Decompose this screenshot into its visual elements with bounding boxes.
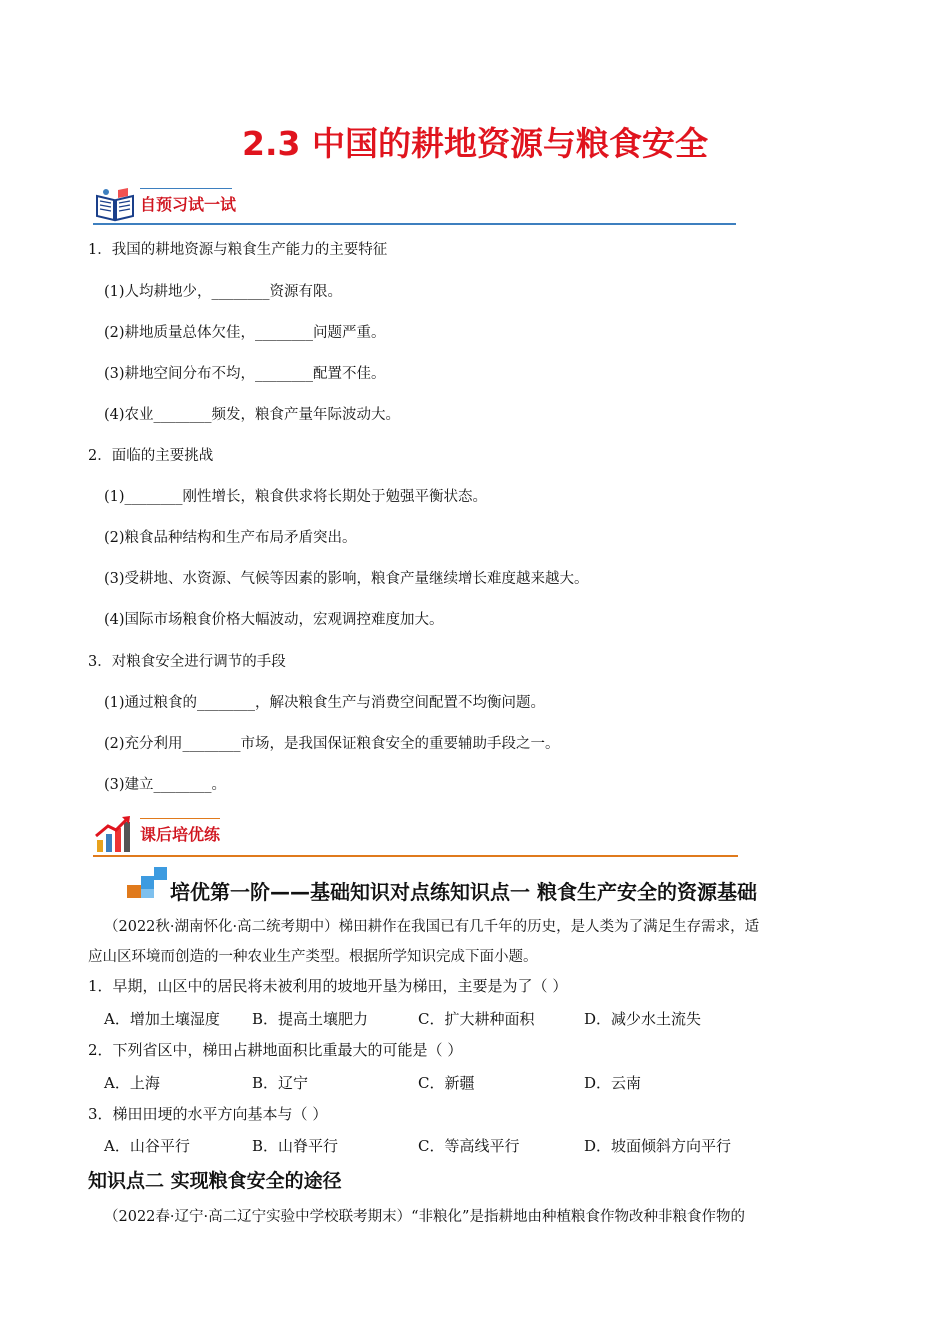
preview-item: (4)国际市场粮食价格大幅波动，宏观调控难度加大。 [104,612,444,628]
preview-item: (2)耕地质量总体欠佳，________问题严重。 [104,325,386,341]
practice-section-header [94,814,294,856]
preview-item: (3)受耕地、水资源、气候等因素的影响，粮食产量继续增长难度越来越大。 [104,571,589,587]
preview-item: 1．我国的耕地资源与粮食生产能力的主要特征 [88,242,388,258]
preview-item: 2．面临的主要挑战 [88,448,214,464]
book-icon [94,186,136,224]
preview-item: (4)农业________频发，粮食产量年际波动大。 [104,407,401,423]
preview-item: (3)建立________。 [104,777,227,793]
option-d[interactable]: D．云南 [584,1074,642,1092]
bar-chart-arrow-icon [94,814,134,854]
option-a[interactable]: A．上海 [104,1074,160,1092]
option-c[interactable]: C．新疆 [418,1074,475,1092]
option-b[interactable]: B．提高土壤肥力 [252,1010,369,1028]
option-a[interactable]: A．增加土壤湿度 [104,1010,220,1028]
passage-intro: 应山区环境而创造的一种农业生产类型。根据所学知识完成下面小题。 [88,949,538,965]
option-c[interactable]: C．扩大耕种面积 [418,1010,535,1028]
preview-item: (1)通过粮食的________，解决粮食生产与消费空间配置不均衡问题。 [104,695,546,711]
practice-divider [93,855,738,857]
option-a[interactable]: A．山谷平行 [104,1137,190,1155]
option-b[interactable]: B．山脊平行 [252,1137,339,1155]
question-stem: 1．早期，山区中的居民将未被利用的坡地开垦为梯田，主要是为了（ ） [88,977,568,995]
stage-heading: 培优第一阶——基础知识对点练知识点一 粮食生产安全的资源基础 [170,880,757,904]
preview-item: 3．对粮食安全进行调节的手段 [88,654,286,670]
question-stem: 3．梯田田埂的水平方向基本与（ ） [88,1105,328,1123]
passage-intro: （2022春·辽宁·高二辽宁实验中学校联考期末）“非粮化”是指耕地由种植粮食作物改种非粮食作物的 [104,1209,745,1225]
option-d[interactable]: D．坡面倾斜方向平行 [584,1137,732,1155]
passage-intro: （2022秋·湖南怀化·高二统考期中）梯田耕作在我国已有几千年的历史，是人类为了满足生存需求，适 [104,919,760,935]
practice-section-label: 课后培优练 [140,825,221,844]
option-b[interactable]: B．辽宁 [252,1074,309,1092]
preview-item: (2)充分利用________市场，是我国保证粮食安全的重要辅助手段之一。 [104,736,560,752]
option-d[interactable]: D．减少水土流失 [584,1010,702,1028]
preview-item: (1)________刚性增长，粮食供求将长期处于勉强平衡状态。 [104,489,488,505]
preview-item: (1)人均耕地少，________资源有限。 [104,284,343,300]
option-c[interactable]: C．等高线平行 [418,1137,520,1155]
preview-item: (2)粮食品种结构和生产布局矛盾突出。 [104,530,357,546]
preview-section-label: 自预习试一试 [140,195,237,214]
preview-divider [93,223,736,225]
preview-item: (3)耕地空间分布不均，________配置不佳。 [104,366,386,382]
stairs-icon [127,867,167,899]
question-stem: 2．下列省区中，梯田占耕地面积比重最大的可能是（ ） [88,1041,463,1059]
preview-section-header [94,184,294,226]
knowledge-point-heading: 知识点二 实现粮食安全的途径 [88,1170,342,1192]
page-title: 2.3 中国的耕地资源与粮食安全 [242,124,708,163]
